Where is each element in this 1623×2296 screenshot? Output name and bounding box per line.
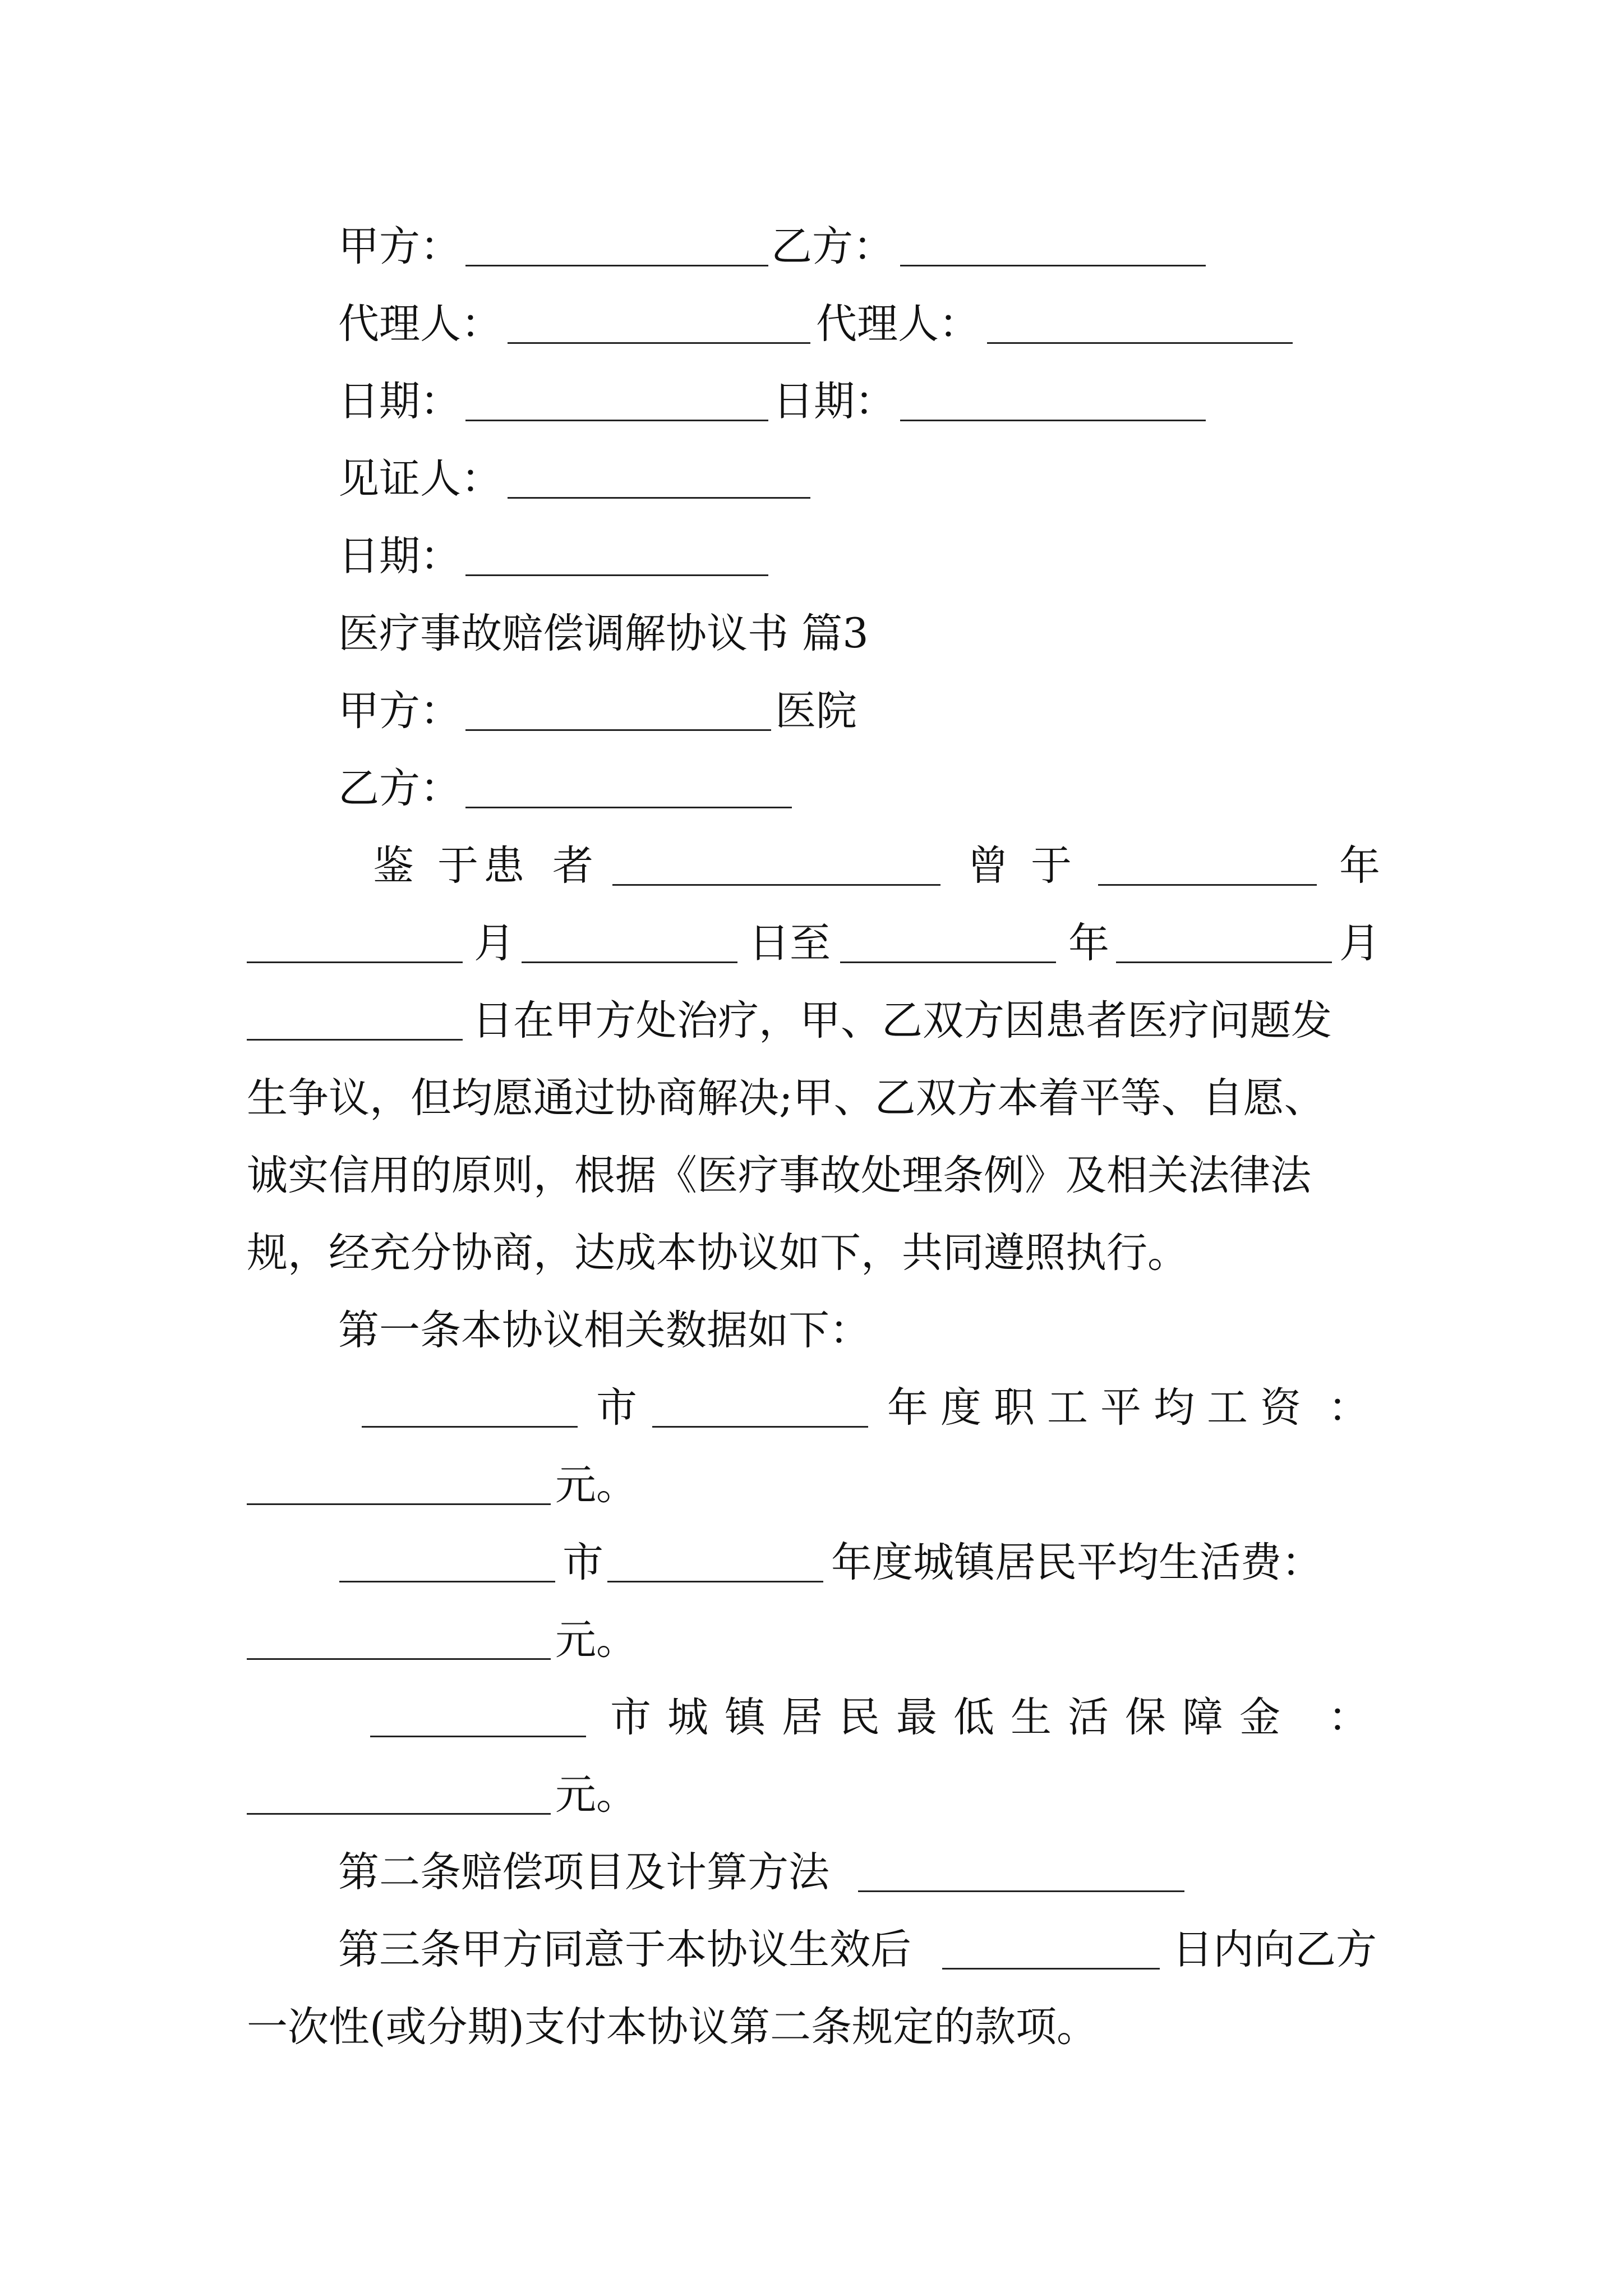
preamble-text: 诚实信用的原则，根据《医疗事故处理条例》及相关法律法 — [247, 1152, 1311, 1199]
preamble-char: 年 — [1339, 842, 1380, 890]
date-a-label: 日期： — [338, 378, 461, 425]
preamble-line-6 — [0, 1225, 1623, 1281]
agent-b-blank — [987, 342, 1293, 344]
signature-row-parties — [0, 219, 1623, 275]
hospital-suffix: 医院 — [775, 687, 857, 735]
article-3-line-2 — [0, 1999, 1623, 2055]
preamble-char: 于 — [1031, 842, 1072, 890]
party-a-label: 甲方： — [338, 223, 461, 270]
preamble-month: 月 — [1339, 919, 1380, 967]
witness-date-label: 日期： — [338, 532, 461, 580]
date-b-blank — [900, 420, 1206, 421]
wage-char: 工 — [1047, 1384, 1088, 1432]
living-amount-blank — [247, 1658, 551, 1660]
living-city-blank — [339, 1581, 555, 1582]
living-year-blank — [607, 1581, 823, 1582]
wage-char: 平 — [1100, 1384, 1141, 1432]
wage-amount-blank — [247, 1503, 551, 1505]
patient-name-blank — [612, 884, 940, 886]
minimum-char: 障 — [1182, 1694, 1223, 1741]
date-a-blank — [465, 420, 768, 421]
wage-char: ： — [1328, 1384, 1369, 1432]
living-unit: 元。 — [555, 1616, 637, 1664]
preamble-month: 月 — [474, 919, 515, 967]
wage-char: 资 — [1260, 1384, 1301, 1432]
party-b-label: 乙方： — [771, 223, 894, 270]
section-title: 医疗事故赔偿调解协议书 篇3 — [338, 610, 869, 657]
minimum-city-blank — [370, 1736, 586, 1737]
section-party-b-row — [0, 761, 1623, 817]
witness-row — [0, 451, 1623, 507]
preamble-line-3 — [0, 993, 1623, 1049]
agent-b-label: 代理人： — [816, 300, 980, 348]
minimum-amount-line — [0, 1767, 1623, 1823]
signature-row-agents — [0, 296, 1623, 352]
wage-unit: 元。 — [555, 1461, 637, 1509]
preamble-line-1 — [0, 838, 1623, 894]
minimum-char: 保 — [1125, 1694, 1166, 1741]
minimum-char: 民 — [839, 1694, 880, 1741]
preamble-day-to: 日至 — [749, 919, 831, 967]
start-year-blank — [1098, 884, 1317, 886]
witness-blank — [508, 497, 810, 499]
wage-char: 均 — [1154, 1384, 1195, 1432]
article-1-title-row — [0, 1303, 1623, 1359]
minimum-char: 最 — [896, 1694, 937, 1741]
minimum-char: ： — [1328, 1694, 1369, 1741]
minimum-char: 活 — [1068, 1694, 1109, 1741]
preamble-text: 日在甲方处治疗，甲、乙双方因患者医疗问题发 — [472, 997, 1332, 1045]
preamble-char: 鉴 — [373, 842, 414, 890]
minimum-amount-blank — [247, 1813, 551, 1815]
minimum-char: 市 — [610, 1694, 651, 1741]
section-party-b-label: 乙方： — [338, 765, 461, 812]
end-month-blank — [1116, 961, 1332, 963]
wage-amount-line — [0, 1457, 1623, 1513]
preamble-char: 者 — [552, 842, 593, 890]
signature-row-dates — [0, 374, 1623, 430]
wage-char: 职 — [994, 1384, 1035, 1432]
minimum-char: 低 — [953, 1694, 994, 1741]
preamble-line-5 — [0, 1148, 1623, 1204]
section-party-a-row — [0, 683, 1623, 739]
wage-city-label: 市 — [596, 1384, 637, 1432]
preamble-line-4 — [0, 1070, 1623, 1126]
living-text: 年度城镇居民平均生活费： — [831, 1539, 1322, 1586]
wage-city-blank — [362, 1426, 578, 1428]
article-3-text: 日内向乙方 — [1172, 1926, 1377, 1973]
living-line — [0, 1535, 1623, 1591]
end-day-blank — [247, 1039, 463, 1041]
witness-date-row — [0, 528, 1623, 585]
minimum-char: 城 — [667, 1694, 708, 1741]
preamble-year: 年 — [1068, 919, 1109, 967]
preamble-text: 生争议，但均愿通过协商解决;甲、乙双方本着平等、自愿、 — [247, 1074, 1325, 1122]
article-3-text: 一次性(或分期)支付本协议第二条规定的款项。 — [247, 2003, 1098, 2051]
preamble-text: 规，经充分协商，达成本协议如下，共同遵照执行。 — [247, 1229, 1188, 1277]
wage-char: 年 — [887, 1384, 928, 1432]
start-day-blank — [522, 961, 737, 963]
living-city-label: 市 — [562, 1539, 603, 1586]
wage-char: 工 — [1207, 1384, 1248, 1432]
living-amount-line — [0, 1612, 1623, 1668]
start-month-blank — [247, 961, 463, 963]
agent-a-label: 代理人： — [338, 300, 502, 348]
preamble-char: 于 — [437, 842, 478, 890]
party-b-blank — [900, 265, 1206, 266]
preamble-char: 曾 — [967, 842, 1008, 890]
wage-line — [0, 1380, 1623, 1436]
agent-a-blank — [508, 342, 810, 344]
preamble-char: 患 — [483, 842, 524, 890]
wage-year-blank — [652, 1426, 868, 1428]
witness-date-blank — [465, 574, 768, 576]
minimum-char: 金 — [1239, 1694, 1280, 1741]
end-year-blank — [840, 961, 1056, 963]
minimum-char: 镇 — [725, 1694, 766, 1741]
minimum-unit: 元。 — [555, 1771, 637, 1819]
witness-label: 见证人： — [338, 455, 502, 503]
date-b-label: 日期： — [773, 378, 896, 425]
article-1-title: 第一条本协议相关数据如下： — [338, 1306, 870, 1354]
wage-char: 度 — [940, 1384, 981, 1432]
preamble-line-2 — [0, 915, 1623, 972]
minimum-char: 生 — [1011, 1694, 1052, 1741]
article-3-text: 第三条甲方同意于本协议生效后 — [338, 1926, 911, 1973]
section-title-row — [0, 606, 1623, 662]
article-2-line — [0, 1844, 1623, 1901]
article-3-line-1 — [0, 1922, 1623, 1978]
article-2-text: 第二条赔偿项目及计算方法 — [338, 1848, 829, 1896]
party-b-name-blank — [465, 807, 792, 808]
payment-days-blank — [942, 1968, 1160, 1970]
party-a-blank — [465, 265, 768, 266]
minimum-line — [0, 1690, 1623, 1746]
section-party-a-label: 甲方： — [338, 687, 461, 735]
hospital-name-blank — [465, 729, 771, 731]
minimum-char: 居 — [782, 1694, 823, 1741]
compensation-items-blank — [858, 1890, 1184, 1892]
